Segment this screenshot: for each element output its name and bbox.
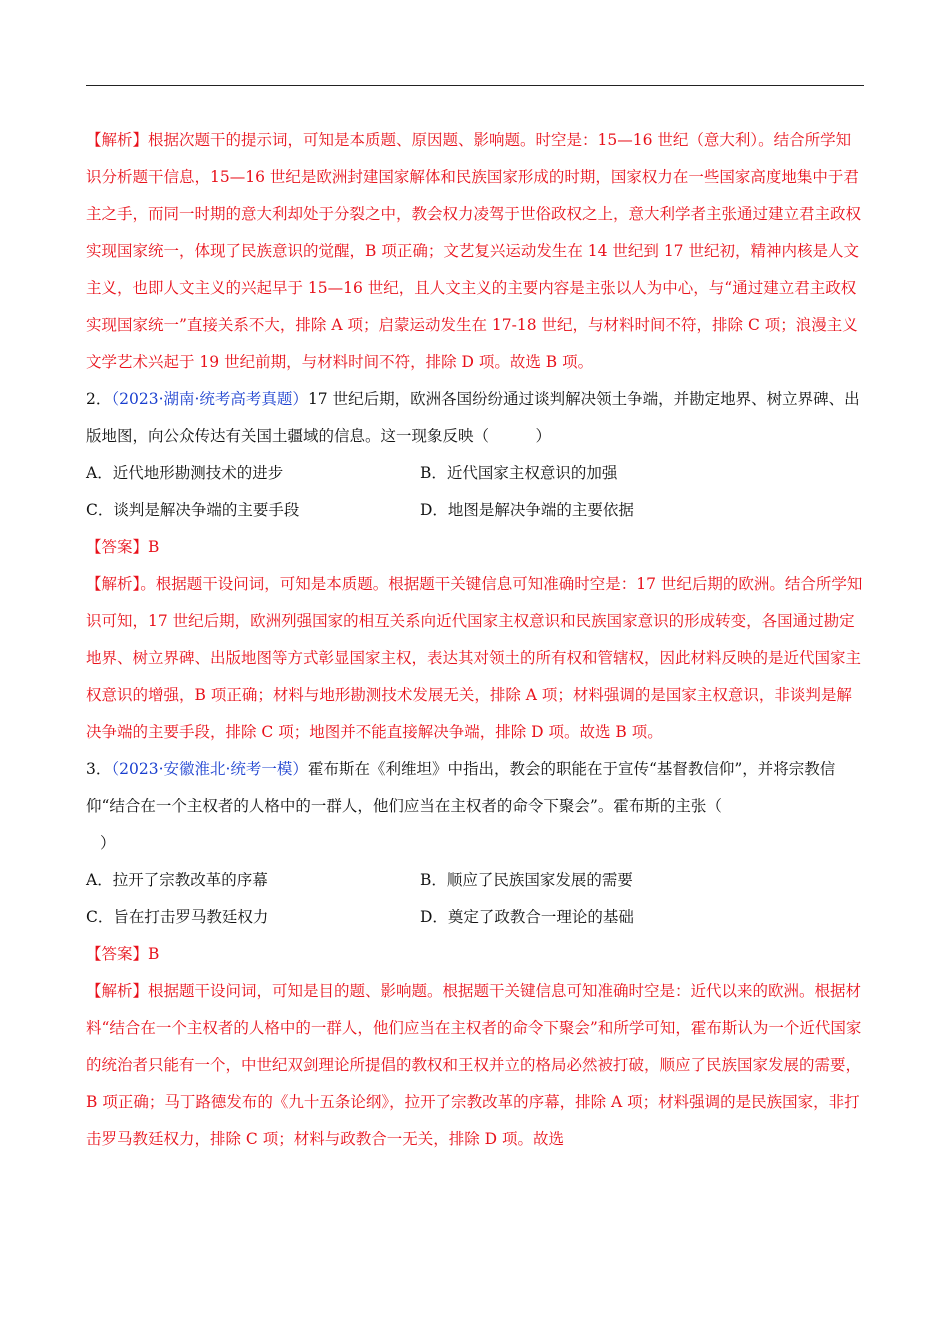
document-body [86,122,866,1158]
q2-source: （2023·湖南·统考高考真题） [111,390,308,408]
q2-stem [86,381,866,455]
q3-answer: 【答案】B [86,945,160,963]
q3-option-b: B．顺应了民族国家发展的需要 [420,871,633,889]
q3-number: 3． [86,760,112,778]
q3-stem [86,751,866,825]
header-rule [86,85,864,86]
q2-option-b: B．近代国家主权意识的加强 [420,464,618,482]
q3-option-c: C．旨在打击罗马教廷权力 [86,908,269,926]
q2-answer: 【答案】B [86,538,160,556]
q2-option-a: A．近代地形勘测技术的进步 [86,464,284,482]
q1-analysis: 【解析】根据次题干的提示词，可知是本质题、原因题、影响题。时空是：15—16 世纪（意大利）。结合所学知识分析题干信息，15—16 世纪是欧洲封建国家解体和民族国家形成的时期，国家权力在一些国家高度地集中于君主之手，而同一时期的意大利却处于分裂之中，教会权力凌驾于世俗政权之上，意大利学者主张通过建立君主政权实现国家统一，体现了民族意识的觉醒，B 项正确；文艺复兴运动发生在 14 世纪到 17 世纪初，精神内核是人文主义，也即人文主义的兴起早于 15—16 世纪，且人文主义的主要内容是主张以人为中心，与“通过建立君主政权实现国家统一”直接关系不大，排除 A 项；启蒙运动发生在 17-18 世纪，与材料时间不符，排除 C 项；浪漫主义文学艺术兴起于 19 世纪前期，与材料时间不符，排除 D 项。故选 B 项。 [86,131,862,371]
q3-stem-end: ） [100,834,116,852]
q3-option-a: A．拉开了宗教改革的序幕 [86,871,268,889]
q3-stem-text: 霍布斯在《利维坦》中指出，教会的职能在于宣传“基督教信仰”，并将宗教信仰“结合在一个主权者的人格中的一群人，他们应当在主权者的命令下聚会”。霍布斯的主张（ [86,760,836,815]
q3-source: （2023·安徽淮北·统考一模） [111,760,308,778]
q3-option-d: D．奠定了政教合一理论的基础 [420,908,634,926]
q3-analysis: 【解析】根据题干设问词，可知是目的题、影响题。根据题干关键信息可知准确时空是：近代以来的欧洲。根据材料“结合在一个主权者的人格中的一群人，他们应当在主权者的命令下聚会”和所学可知，霍布斯认为一个近代国家的统治者只能有一个，中世纪双剑理论所提倡的教权和王权并立的格局必然被打破，顺应了民族国家发展的需要，B 项正确；马丁路德发布的《九十五条论纲》，拉开了宗教改革的序幕，排除 A 项；材料强调的是民族国家，非打击罗马教廷权力，排除 C 项；材料与政教合一无关，排除 D 项。故选 [86,982,862,1148]
q2-analysis: 【解析】。根据题干设问词，可知是本质题。根据题干关键信息可知准确时空是：17 世纪后期的欧洲。结合所学知识可知，17 世纪后期，欧洲列强国家的相互关系向近代国家主权意识和民族国家意识的形成转变，各国通过勘定地界、树立界碑、出版地图等方式彰显国家主权，表达其对领土的所有权和管辖权，因此材料反映的是近代国家主权意识的增强，B 项正确；材料与地形勘测技术发展无关，排除 A 项；材料强调的是国家主权意识，非谈判是解决争端的主要手段，排除 C 项；地图并不能直接解决争端，排除 D 项。故选 B 项。 [86,575,863,741]
q2-option-d: D．地图是解决争端的主要依据 [420,501,634,519]
q2-option-c: C．谈判是解决争端的主要手段 [86,501,300,519]
q2-options [86,455,866,529]
q2-number: 2． [86,390,112,408]
q3-options [86,862,866,936]
q2-stem-text: 17 世纪后期，欧洲各国纷纷通过谈判解决领土争端，并勘定地界、树立界碑、出版地图，向公众传达有关国土疆域的信息。这一现象反映（ ） [86,390,860,445]
